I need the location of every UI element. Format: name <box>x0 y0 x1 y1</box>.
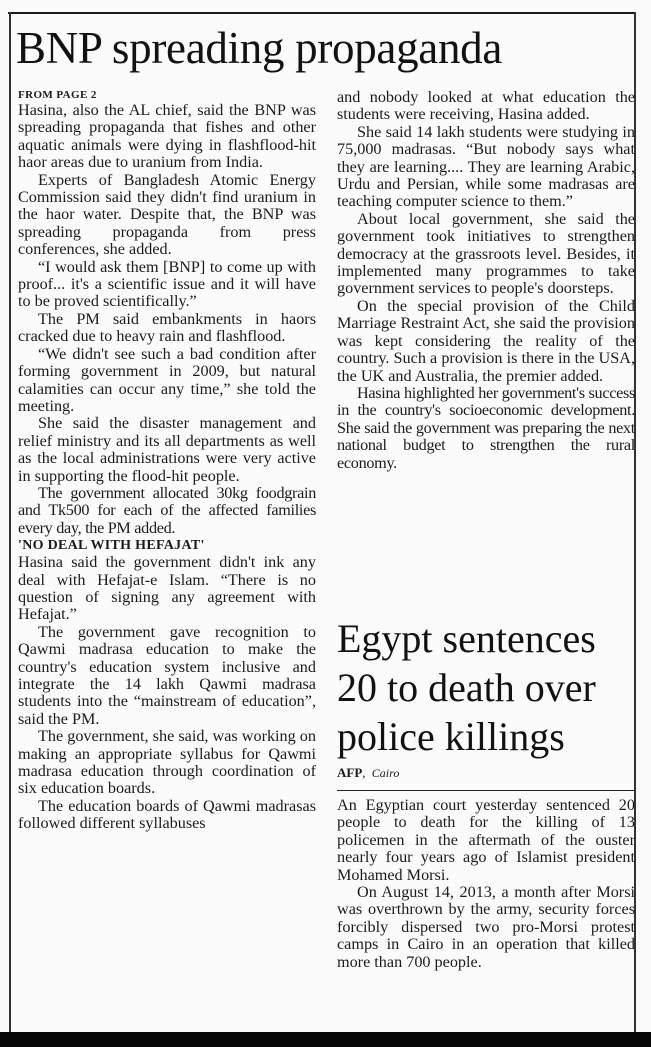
story1-paragraph: She said 14 lakh students were studying in 75,000 madrasas. “But nobody says what they are learning.... They are learning Arabic, Urdu and Persian, while some madrasas are teaching computer science to them.” <box>337 122 635 211</box>
story1-paragraph: The PM said embankments in haors cracked due to heavy rain and flashflood. <box>18 309 316 346</box>
story1-kicker: FROM PAGE 2 <box>18 89 97 101</box>
byline-city: Cairo <box>371 766 400 780</box>
story2-paragraph: An Egyptian court yesterday sentenced 20 people to death for the killing of 13 policemen in the aftermath of the ouster nearly four years ago of Islamist president Mohamed Morsi. <box>337 796 635 884</box>
story1-paragraph: The government allocated 30kg foodgrain and Tk500 for each of the affected families every day, the PM added. <box>18 483 316 537</box>
story1-paragraph: About local government, she said the government took initiatives to strengthen democracy at the grassroots level. Besides, it implemented many programmes to take government services to people's doorsteps. <box>337 209 635 298</box>
story2-headline: Egypt sentences 20 to death over police killings <box>337 616 596 759</box>
story1-paragraph: The government gave recognition to Qawmi madrasa education to make the country's education system inclusive and integrate the 14 lakh Qawmi madrasa students into the “mainstream of education”, said the PM. <box>18 622 316 728</box>
story1-paragraph: Hasina highlighted her government's success in the country's socioeconomic development. She said the government was preparing the next national budget to strengthen the rural economy. <box>337 383 635 472</box>
story1-paragraph: She said the disaster management and relief ministry and its all departments as well as the local administrations were very active in supporting the flood-hit people. <box>18 414 316 485</box>
byline-divider <box>337 790 635 791</box>
story1-left-column <box>18 86 316 833</box>
story1-paragraph: and nobody looked at what education the students were receiving, Hasina added. <box>337 88 635 124</box>
story1-paragraph: “We didn't see such a bad condition after forming government in 2009, but natural calamities can occur any time,” she told the meeting. <box>18 344 316 415</box>
story1-paragraph: Hasina, also the AL chief, said the BNP was spreading propaganda that fishes and other aquatic animals were dying in flashflood-hit haor areas due to uranium from India. <box>18 101 316 172</box>
byline-agency: AFP <box>337 765 363 780</box>
story2-body <box>337 797 635 971</box>
story2-byline: AFP, Cairo <box>337 765 400 780</box>
left-rule <box>9 12 11 1032</box>
story2-paragraph: On August 14, 2013, a month after Morsi was overthrown by the army, security forces forcibly dispersed two pro-Morsi protest camps in Cairo in an operation that killed more than 700 people. <box>337 883 635 971</box>
bottom-border <box>0 1032 651 1047</box>
story1-paragraph: The education boards of Qawmi madrasas followed different syllabuses <box>18 796 316 833</box>
story1-paragraph: On the special provision of the Child Marriage Restraint Act, she said the provision was kept considering the reality of the country. Such a provision is there in the USA, the UK and Australia, the premier added. <box>337 296 635 385</box>
story1-headline: BNP spreading propaganda <box>16 23 503 73</box>
story1-right-column <box>337 89 635 472</box>
cropped-previous-line <box>0 0 651 10</box>
story1-paragraph: Experts of Bangladesh Atomic Energy Commission said they didn't find uranium in the haor water. Despite that, the BNP was spreading propaganda from press conferences, she added. <box>18 170 316 259</box>
story1-subhead: 'NO DEAL WITH HEFAJAT' <box>18 538 205 554</box>
top-rule <box>8 12 636 14</box>
story1-paragraph: The government, she said, was working on making an appropriate syllabus for Qawmi madrasa education through coordination of six education boards. <box>18 727 316 798</box>
story1-paragraph: Hasina said the government didn't ink any deal with Hefajat-e Islam. “There is no question of signing any agreement with Hefajat.” <box>18 553 316 624</box>
story1-paragraph: “I would ask them [BNP] to come up with proof... it's a scientific issue and it will have to be proved scientifically.” <box>18 257 316 311</box>
